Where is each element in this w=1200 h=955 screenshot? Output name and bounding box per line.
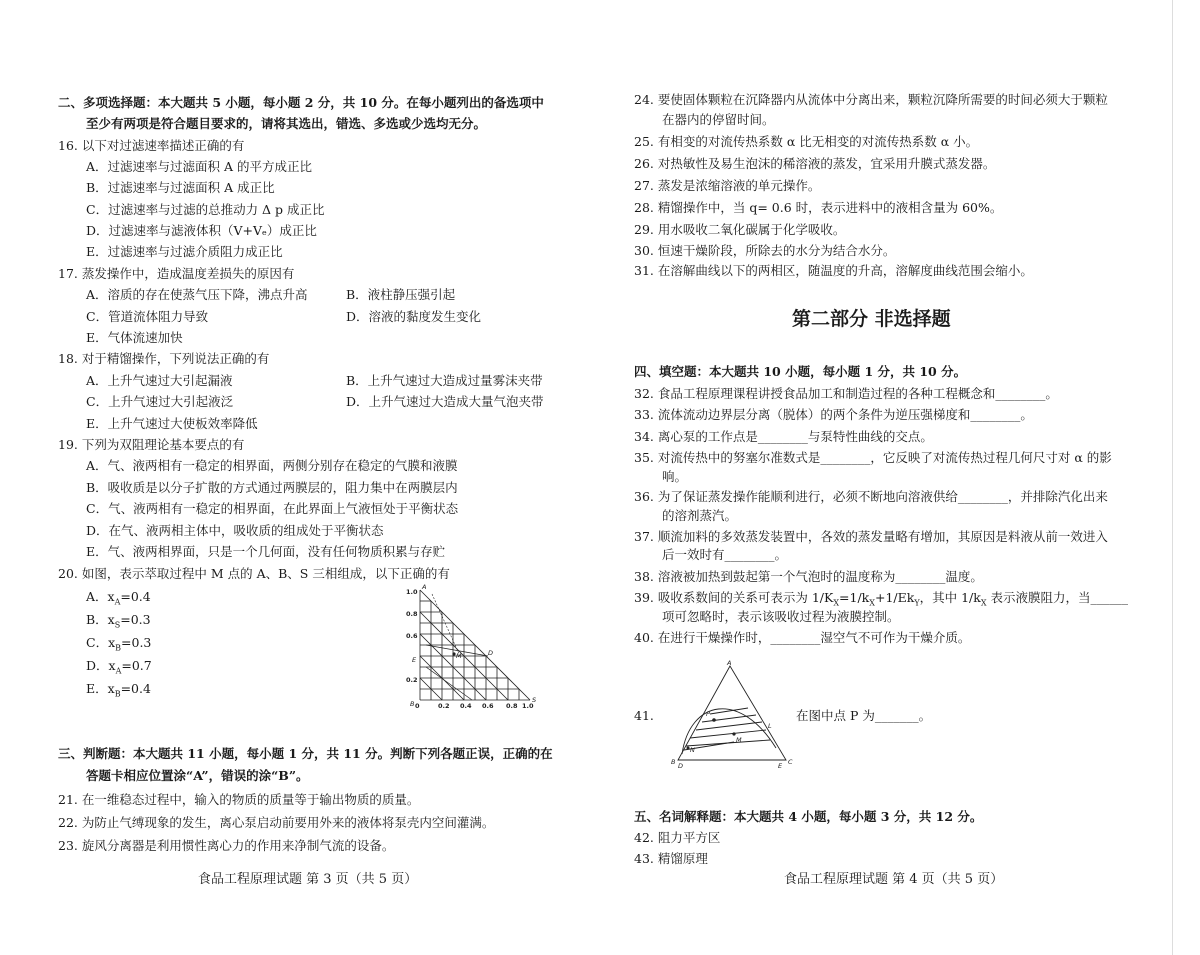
- question-31: 31. 在溶解曲线以下的两相区，随温度的升高，溶解度曲线范围会缩小。: [634, 263, 1033, 278]
- option-19d: D．在气、液两相主体中，吸收质的组成处于平衡状态: [86, 523, 384, 538]
- question-35: 35. 对流传热中的努塞尔准数式是________，它反映了对流传热过程几何尺寸对 α 的影: [634, 450, 1112, 465]
- question-27: 27. 蒸发是浓缩溶液的单元操作。: [634, 178, 821, 193]
- question-43: 43. 精馏原理: [634, 851, 708, 866]
- option-16d: D．过滤速率与滤液体积（V+Vₑ）成正比: [86, 223, 317, 238]
- svg-text:D: D: [678, 762, 684, 770]
- option-20a: A．$x_A=0.4$: [86, 589, 151, 607]
- option-20b: B．$x_S=0.3$: [86, 612, 151, 630]
- option-18b: B．上升气速过大造成过量雾沫夹带: [346, 373, 543, 388]
- point-p: [712, 718, 716, 722]
- question-24: 24. 要使固体颗粒在沉降器内从流体中分离出来，颗粒沉降所需要的时间必须大于颗粒: [634, 92, 1108, 107]
- question-23: 23. 旋风分离器是利用惯性离心力的作用来净制气流的设备。: [58, 838, 395, 853]
- option-18d: D．上升气速过大造成大量气泡夹带: [346, 394, 544, 409]
- svg-text:M: M: [736, 736, 742, 744]
- section-2-heading: 二、多项选择题：本大题共 5 小题，每小题 2 分，共 10 分。在每小题列出的备选项中: [58, 95, 544, 110]
- svg-text:C: C: [788, 758, 793, 766]
- part-2-title: 第二部分 非选择题: [792, 308, 951, 330]
- page-footer-right: 食品工程原理试题 第 4 页（共 5 页）: [784, 872, 1004, 887]
- svg-text:B: B: [671, 758, 676, 766]
- svg-text:0.8: 0.8: [506, 702, 518, 710]
- question-18: 18. 对于精馏操作，下列说法正确的有: [58, 351, 270, 366]
- option-17b: B．液柱静压强引起: [346, 287, 456, 302]
- question-40: 40. 在进行干燥操作时，________湿空气不可作为干燥介质。: [634, 630, 971, 645]
- svg-text:N: N: [690, 746, 695, 754]
- svg-text:0.6: 0.6: [482, 702, 494, 710]
- question-38: 38. 溶液被加热到鼓起第一个气泡时的温度称为________温度。: [634, 569, 983, 584]
- svg-text:0.2: 0.2: [406, 676, 418, 684]
- svg-text:P: P: [706, 710, 710, 718]
- section-4-heading: 四、填空题：本大题共 10 小题，每小题 1 分，共 10 分。: [634, 364, 967, 379]
- option-16c: C．过滤速率与过滤的总推动力 Δ p 成正比: [86, 202, 325, 217]
- question-19: 19. 下列为双阻理论基本要点的有: [58, 437, 245, 452]
- svg-text:1.0: 1.0: [522, 702, 534, 710]
- question-28: 28. 精馏操作中，当 q= 0.6 时，表示进料中的液相含量为 60%。: [634, 200, 1003, 215]
- question-41-number: 41.: [634, 708, 654, 723]
- question-32: 32. 食品工程原理课程讲授食品加工和制造过程的各种工程概念和________。: [634, 386, 1058, 401]
- question-25: 25. 有相变的对流传热系数 α 比无相变的对流传热系数 α 小。: [634, 134, 979, 149]
- option-19a: A．气、液两相有一稳定的相界面，两侧分别存在稳定的气膜和液膜: [86, 458, 458, 473]
- option-20d: D．$x_A=0.7$: [86, 658, 152, 676]
- svg-text:D: D: [488, 649, 494, 657]
- svg-text:L: L: [768, 722, 772, 730]
- page-edge-line: [1172, 0, 1173, 955]
- svg-text:0.4: 0.4: [460, 702, 472, 710]
- option-16e: E．过滤速率与过滤介质阻力成正比: [86, 244, 283, 259]
- option-19c: C．气、液两相有一稳定的相界面，在此界面上气液恒处于平衡状态: [86, 501, 459, 516]
- question-39: 39. 吸收系数间的关系可表示为 $1/K_X=1/k_X+1/Ek_Y$，其中 $1/k_X$ 表示液膜阻力，当______: [634, 590, 1128, 608]
- option-20c: C．$x_B=0.3$: [86, 635, 152, 653]
- svg-text:S: S: [532, 696, 537, 704]
- question-16: 16. 以下对过滤速率描述正确的有: [58, 138, 245, 153]
- option-19b: B．吸收质是以分子扩散的方式通过两膜层的，阻力集中在两膜层内: [86, 480, 458, 495]
- section-3-heading: 三、判断题：本大题共 11 小题，每小题 1 分，共 11 分。判断下列各题正误，正确的在: [58, 746, 553, 761]
- section-3-heading-cont: 答题卡相应位置涂“A”，错误的涂“B”。: [86, 768, 309, 783]
- svg-text:A: A: [422, 583, 427, 591]
- option-17d: D．溶液的黏度发生变化: [346, 309, 482, 324]
- section-2-heading-cont: 至少有两项是符合题目要求的，请将其选出，错选、多选或少选均无分。: [86, 116, 487, 131]
- svg-text:M: M: [456, 652, 462, 660]
- extraction-triangle-diagram: [402, 582, 552, 714]
- option-18e: E．上升气速过大使板效率降低: [86, 416, 258, 431]
- question-30: 30. 恒速干燥阶段，所除去的水分为结合水分。: [634, 243, 896, 258]
- svg-text:E: E: [778, 762, 783, 770]
- ternary-phase-diagram: [670, 660, 796, 770]
- svg-text:0: 0: [415, 702, 420, 710]
- question-37: 37. 顺流加料的多效蒸发装置中，各效的蒸发量略有增加，其原因是料液从前一效进入: [634, 529, 1108, 544]
- option-17e: E．气体流速加快: [86, 330, 183, 345]
- option-16a: A．过滤速率与过滤面积 A 的平方成正比: [86, 159, 313, 174]
- option-20e: E．$x_B=0.4$: [86, 681, 151, 699]
- svg-text:0.6: 0.6: [406, 632, 418, 640]
- question-20: 20. 如图，表示萃取过程中 M 点的 A、B、S 三相组成，以下正确的有: [58, 566, 450, 581]
- question-24-cont: 在器内的停留时间。: [662, 112, 775, 127]
- svg-text:B: B: [410, 700, 415, 708]
- svg-text:E: E: [412, 656, 417, 664]
- option-17c: C．管道流体阻力导致: [86, 309, 209, 324]
- question-22: 22. 为防止气缚现象的发生，离心泵启动前要用外来的液体将泵壳内空间灌满。: [58, 815, 495, 830]
- question-21: 21. 在一维稳态过程中，输入的物质的质量等于输出物质的质量。: [58, 792, 420, 807]
- question-36-cont: 的溶剂蒸汽。: [662, 508, 738, 523]
- question-36: 36. 为了保证蒸发操作能顺利进行，必须不断地向溶液供给________，并排除汽化出来: [634, 489, 1108, 504]
- question-35-cont: 响。: [662, 469, 688, 484]
- question-39-cont: 项可忽略时，表示该吸收过程为液膜控制。: [662, 609, 900, 624]
- option-18a: A．上升气速过大引起漏液: [86, 373, 233, 388]
- question-34: 34. 离心泵的工作点是________与泵特性曲线的交点。: [634, 429, 933, 444]
- svg-text:0.8: 0.8: [406, 610, 418, 618]
- option-16b: B．过滤速率与过滤面积 A 成正比: [86, 180, 275, 195]
- option-19e: E．气、液两相界面，只是一个几何面，没有任何物质积累与存贮: [86, 544, 446, 559]
- question-41-text: 在图中点 P 为_______。: [796, 708, 932, 723]
- question-33: 33. 流体流动边界层分离（脱体）的两个条件为逆压强梯度和________。: [634, 407, 1033, 422]
- page-footer-left: 食品工程原理试题 第 3 页（共 5 页）: [198, 872, 418, 887]
- section-5-heading: 五、名词解释题：本大题共 4 小题，每小题 3 分，共 12 分。: [634, 809, 983, 824]
- question-26: 26. 对热敏性及易生泡沫的稀溶液的蒸发，宜采用升膜式蒸发器。: [634, 156, 996, 171]
- question-29: 29. 用水吸收二氧化碳属于化学吸收。: [634, 222, 846, 237]
- question-17: 17. 蒸发操作中，造成温度差损失的原因有: [58, 266, 295, 281]
- option-17a: A．溶质的存在使蒸气压下降，沸点升高: [86, 287, 308, 302]
- question-37-cont: 后一效时有________。: [662, 547, 788, 562]
- question-42: 42. 阻力平方区: [634, 830, 721, 845]
- svg-text:0.2: 0.2: [438, 702, 450, 710]
- svg-text:1.0: 1.0: [406, 588, 418, 596]
- option-18c: C．上升气速过大引起液泛: [86, 394, 234, 409]
- svg-text:A: A: [727, 660, 732, 667]
